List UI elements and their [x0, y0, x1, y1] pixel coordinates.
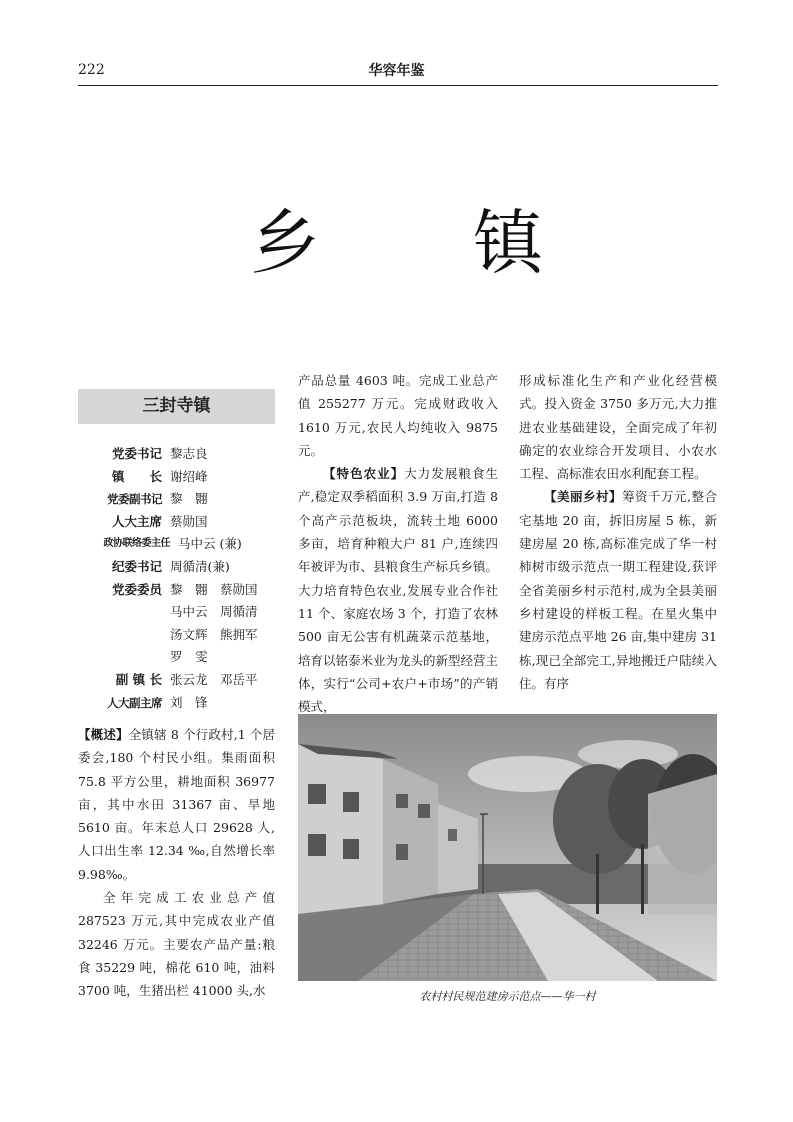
official-names: 黎 翾 [170, 491, 208, 507]
official-title: 政协联络委主任 [103, 538, 170, 550]
official-names: 汤文辉 熊拥军 [170, 626, 258, 642]
official-title [78, 601, 170, 624]
official-row [78, 669, 275, 692]
overview-label: 【概述】 [78, 727, 129, 742]
paragraph-overview [78, 723, 275, 886]
official-title: 镇 长 [111, 468, 162, 484]
official-names: 黎志良 [170, 446, 208, 461]
running-title: 华容年鉴 [368, 63, 425, 79]
official-row [78, 533, 275, 556]
official-names: 张云龙 邓岳平 [170, 671, 258, 687]
official-row [78, 511, 275, 534]
official-row [78, 443, 275, 466]
paragraph-continuation [298, 369, 498, 462]
paragraph-village [519, 485, 717, 695]
official-title [78, 646, 170, 669]
paragraph-continuation [519, 369, 717, 485]
col2-continuation-text: 产品总量 4603 吨。完成工业总产值 255277 万元。完成财政收入 1610 万元,农民人均纯收入 9875 元。 [298, 373, 498, 458]
photo-caption: 农村村民规范建房示范点——华一村 [419, 990, 596, 1003]
official-row [78, 601, 275, 624]
official-names: 马中云 (兼) [178, 536, 242, 552]
village-photo-illustration [298, 714, 717, 981]
official-title: 党委委员 [111, 581, 162, 597]
official-row [78, 624, 275, 647]
official-title: 人大主席 [111, 513, 162, 529]
overview-text: 全镇辖 8 个行政村,1 个居委会,180 个村民小组。集雨面积 75.8 平方公里，耕地面积 36977 亩，其中水田 31367 亩、旱地 5610 亩。年末总人口 29628 人,人口出生率 12.34 ‰,自然增长率 9.98‰。 [78, 727, 275, 882]
official-title: 党委副书记 [107, 492, 162, 507]
village-label: 【美丽乡村】 [544, 489, 623, 505]
agriculture-label: 【特色农业】 [323, 466, 405, 482]
official-row [78, 556, 275, 579]
official-names: 黎 翾 蔡勋国 [170, 581, 258, 597]
official-title: 党委书记 [111, 446, 162, 461]
official-title: 副 镇 长 [115, 671, 162, 687]
official-row [78, 646, 275, 669]
official-names: 周循清(兼) [170, 558, 230, 574]
page-number: 222 [78, 62, 105, 78]
official-title [78, 624, 170, 647]
official-names: 蔡勋国 [170, 513, 208, 529]
paragraph-agriculture [298, 462, 498, 718]
article-column-3 [519, 369, 717, 695]
header-rule [78, 85, 718, 86]
article-column-2 [298, 369, 498, 718]
official-names: 马中云 周循清 [170, 604, 258, 620]
official-names: 谢绍峰 [170, 468, 208, 484]
official-row [78, 488, 275, 511]
village-photo [298, 714, 717, 981]
official-row [78, 466, 275, 489]
official-row [78, 579, 275, 602]
official-row [78, 692, 275, 715]
chapter-title-char-2: 镇 [473, 202, 543, 284]
official-title: 纪委书记 [111, 558, 162, 574]
officials-list [78, 443, 275, 714]
village-text: 筹资千万元,整合宅基地 20 亩，拆旧房屋 5 栋，新建房屋 20 栋,高标准完成了华一村柿树市级示范点一期工程建设,获评全省美丽乡村示范村,成为全县美丽乡村建设的样板工程。在星火集中建房示范点平地 26 亩,集中建房 31 栋,现已全部完工,异地搬迁户陆续入住。有序 [519, 489, 717, 691]
official-names: 罗 雯 [170, 649, 208, 665]
paragraph-production [78, 886, 275, 1002]
section-title: 三封寺镇 [78, 389, 275, 424]
col3-continuation-text: 形成标准化生产和产业化经营模式。投入资金 3750 多万元,大力推进农业基础建设，全面完成了年初确定的农业综合开发项目、小农水工程、高标准农田水利配套工程。 [519, 373, 717, 482]
production-text: 全年完成工农业总产值 287523 万元,其中完成农业产值 32246 万元。主要农产品产量:粮食 35229 吨，棉花 610 吨，油料 3700 吨，生猪出栏 41000 头,水 [78, 890, 275, 999]
article-column-1 [78, 723, 275, 1003]
official-names: 刘 锋 [170, 694, 208, 710]
agriculture-text: 大力发展粮食生产,稳定双季稻面积 3.9 万亩,打造 8 个高产示范板块，流转土地 6000 多亩，培育种粮大户 81 户,连续四年被评为市、县粮食生产标兵乡镇。大力培育特色农业,发展专业合作社 11 个、家庭农场 3 个，打造了农林 500 亩无公害有机蔬菜示范基地，培育以铭泰米业为龙头的新型经营主体，实行“公司+农户+市场”的产销模式， [298, 466, 499, 715]
official-title: 人大副主席 [107, 695, 162, 710]
chapter-title-char-1: 乡 [250, 202, 320, 284]
